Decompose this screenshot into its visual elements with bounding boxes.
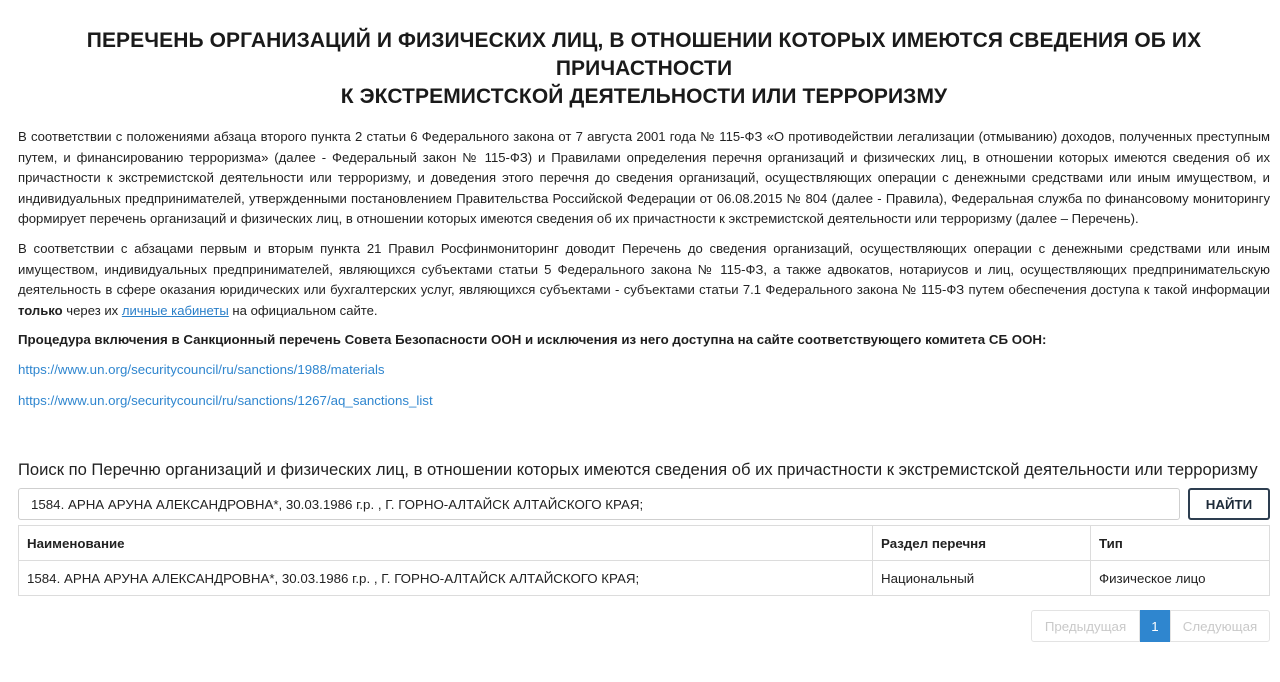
search-bar xyxy=(18,488,1270,520)
results-table xyxy=(18,525,1270,596)
column-header-section: Раздел перечня xyxy=(873,526,1091,561)
intro-paragraph-2-text: В соответствии с абзацами первым и вторым пункта 21 Правил Росфинмониторинг доводит Перечень до сведения организаций, осуществляющих операции с денежными средствами или иным имуществом, индивидуальных предпринимателей, являющихся субъектами статьи 5 Федерального закона № 115-ФЗ, а также адвокатов, нотариусов и лиц, осуществляющих предпринимательскую деятельность в сфере оказания юридических или бухгалтерских услуг, являющихся субъектами - субъектами статьи 7.1 Федерального закона № 115-ФЗ путем обеспечения доступа к такой информации xyxy=(18,240,1270,298)
intro-paragraph-2 xyxy=(18,239,1270,321)
column-header-type: Тип xyxy=(1091,526,1270,561)
un-link-2-row xyxy=(18,391,1270,411)
un-link-1988[interactable]: https://www.un.org/securitycouncil/ru/sanctions/1988/materials xyxy=(18,362,385,378)
column-header-name: Наименование xyxy=(19,526,873,561)
un-link-1-row xyxy=(18,360,1270,380)
table-header-row xyxy=(19,526,1270,561)
intro-paragraph-1: В соответствии с положениями абзаца второго пункта 2 статьи 6 Федерального закона от 7 августа 2001 года № 115-ФЗ «О противодействии легализации (отмыванию) доходов, полученных преступным путем, и финансированию терроризма» (далее - Федеральный закон № 115-ФЗ) и Правилами определения перечня организаций и физических лиц, в отношении которых имеются сведения об их причастности к экстремистской деятельности или терроризму, и доведения этого перечня до сведения организаций, осуществляющих операции с денежными средствами или иным имуществом, и индивидуальных предпринимателей, утвержденными постановлением Правительства Российской Федерации от 06.08.2015 № 804 (далее - Правила), Федеральная служба по финансовому мониторингу формирует перечень организаций и физических лиц, в отношении которых имеются сведения об их причастности к экстремистской деятельности или терроризму (далее – Перечень). xyxy=(18,129,1270,227)
intro-paragraph-2-bold: только xyxy=(18,302,63,318)
un-procedure-text: Процедура включения в Санкционный перечень Совета Безопасности ООН и исключения из него доступна на сайте соответствующего комитета СБ ООН: xyxy=(18,332,1047,348)
pagination-prev-button[interactable]: Предыдущая xyxy=(1031,610,1140,642)
cell-name: 1584. АРНА АРУНА АЛЕКСАНДРОВНА*, 30.03.1986 г.р. , Г. ГОРНО-АЛТАЙСК АЛТАЙСКОГО КРАЯ; xyxy=(19,561,873,596)
pagination xyxy=(1031,610,1270,642)
personal-cabinets-link[interactable]: личные кабинеты xyxy=(121,302,229,318)
page-title-line1: ПЕРЕЧЕНЬ ОРГАНИЗАЦИЙ И ФИЗИЧЕСКИХ ЛИЦ, В ОТНОШЕНИИ КОТОРЫХ ИМЕЮТСЯ СВЕДЕНИЯ ОБ ИХ ПРИЧАСТНОСТИ xyxy=(86,29,1202,80)
cell-section: Национальный xyxy=(873,561,1091,596)
un-link-1267[interactable]: https://www.un.org/securitycouncil/ru/sanctions/1267/aq_sanctions_list xyxy=(18,393,433,409)
pagination-page-1[interactable]: 1 xyxy=(1140,610,1170,642)
search-input[interactable] xyxy=(18,488,1180,520)
cell-type: Физическое лицо xyxy=(1091,561,1270,596)
page-title xyxy=(18,0,1270,111)
intro-paragraph-2-end: на официальном сайте. xyxy=(228,302,378,318)
intro-paragraph-2-mid: через их xyxy=(62,302,122,318)
pagination-next-button[interactable]: Следующая xyxy=(1170,610,1270,642)
search-button[interactable]: НАЙТИ xyxy=(1188,488,1270,520)
search-title: Поиск по Перечню организаций и физических лиц, в отношении которых имеются сведения об их причастности к экстремистской деятельности или терроризму xyxy=(18,460,1258,480)
table-row xyxy=(19,561,1270,596)
page-title-line2: К ЭКСТРЕМИСТСКОЙ ДЕЯТЕЛЬНОСТИ ИЛИ ТЕРРОРИЗМУ xyxy=(340,85,948,108)
